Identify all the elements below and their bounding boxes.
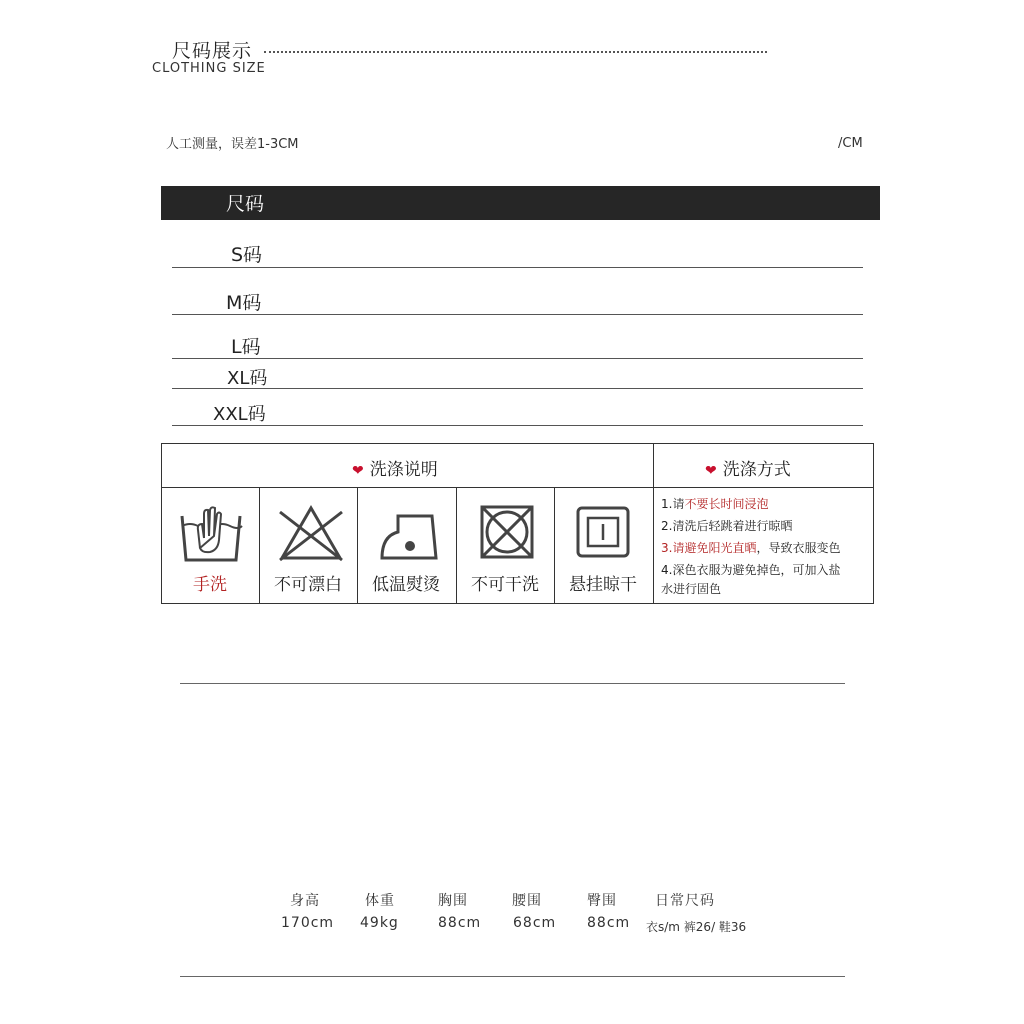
wash-instructions-title: ❤ 洗涤说明 xyxy=(352,460,438,480)
care-tip: 3.请避免阳光直晒，导致衣服变色 xyxy=(661,541,841,555)
size-row-divider xyxy=(172,425,863,426)
no-dry-clean-icon xyxy=(477,502,537,562)
model-info-header: 胸围 xyxy=(438,893,468,909)
care-icon-label: 不可干洗 xyxy=(471,575,539,595)
care-table-divider xyxy=(653,443,654,604)
heart-icon: ❤ xyxy=(705,463,717,479)
low-iron-icon xyxy=(376,502,442,566)
model-info-value: 88cm xyxy=(438,915,482,931)
model-info-header: 臀围 xyxy=(587,893,617,909)
size-row-label: XL码 xyxy=(227,368,268,389)
section-title: 尺码展示 xyxy=(172,40,253,62)
care-tip: 1.请不要长时间浸泡 xyxy=(661,497,769,511)
care-table-divider xyxy=(161,487,874,488)
measure-note: 人工测量，误差1-3CM xyxy=(166,137,299,152)
section-subtitle: CLOTHING SIZE xyxy=(152,61,266,76)
model-info-header: 身高 xyxy=(290,893,320,909)
hang-dry-icon xyxy=(574,502,632,562)
size-row-label: XXL码 xyxy=(213,404,266,425)
heart-icon: ❤ xyxy=(352,463,364,479)
size-table-header xyxy=(161,186,880,220)
size-header-label: 尺码 xyxy=(226,193,265,215)
size-row-label: L码 xyxy=(231,336,261,358)
care-icon-label: 悬挂晾干 xyxy=(569,575,637,595)
section-divider xyxy=(180,683,845,684)
model-info-value: 68cm xyxy=(513,915,557,931)
size-row-divider xyxy=(172,358,863,359)
model-info-value: 88cm xyxy=(587,915,631,931)
hand-wash-icon xyxy=(176,502,246,566)
no-bleach-icon xyxy=(276,502,346,566)
model-info-header: 腰围 xyxy=(512,893,542,909)
size-row-label: S码 xyxy=(231,244,263,266)
size-row-label: M码 xyxy=(226,292,262,314)
model-info-header: 日常尺码 xyxy=(655,893,715,909)
section-divider xyxy=(180,976,845,977)
model-info-value: 49kg xyxy=(360,915,399,931)
title-dotted-divider xyxy=(264,51,767,53)
unit-label: /CM xyxy=(838,136,863,151)
wash-method-title: ❤ 洗涤方式 xyxy=(705,460,791,480)
care-tip: 4.深色衣服为避免掉色，可加入盐 xyxy=(661,563,841,577)
size-row-divider xyxy=(172,314,863,315)
care-icon-label: 不可漂白 xyxy=(274,575,342,595)
care-tip: 2.清洗后轻跳着进行晾晒 xyxy=(661,519,793,533)
care-icon-label: 手洗 xyxy=(193,575,227,595)
model-info-header: 体重 xyxy=(365,893,395,909)
care-tip: 水进行固色 xyxy=(661,582,722,596)
model-info-value: 衣s/m 裤26/ 鞋36 xyxy=(646,920,747,934)
model-info-value: 170cm xyxy=(281,915,335,931)
size-row-divider xyxy=(172,267,863,268)
care-icon-label: 低温熨烫 xyxy=(372,575,440,595)
size-row-divider xyxy=(172,388,863,389)
